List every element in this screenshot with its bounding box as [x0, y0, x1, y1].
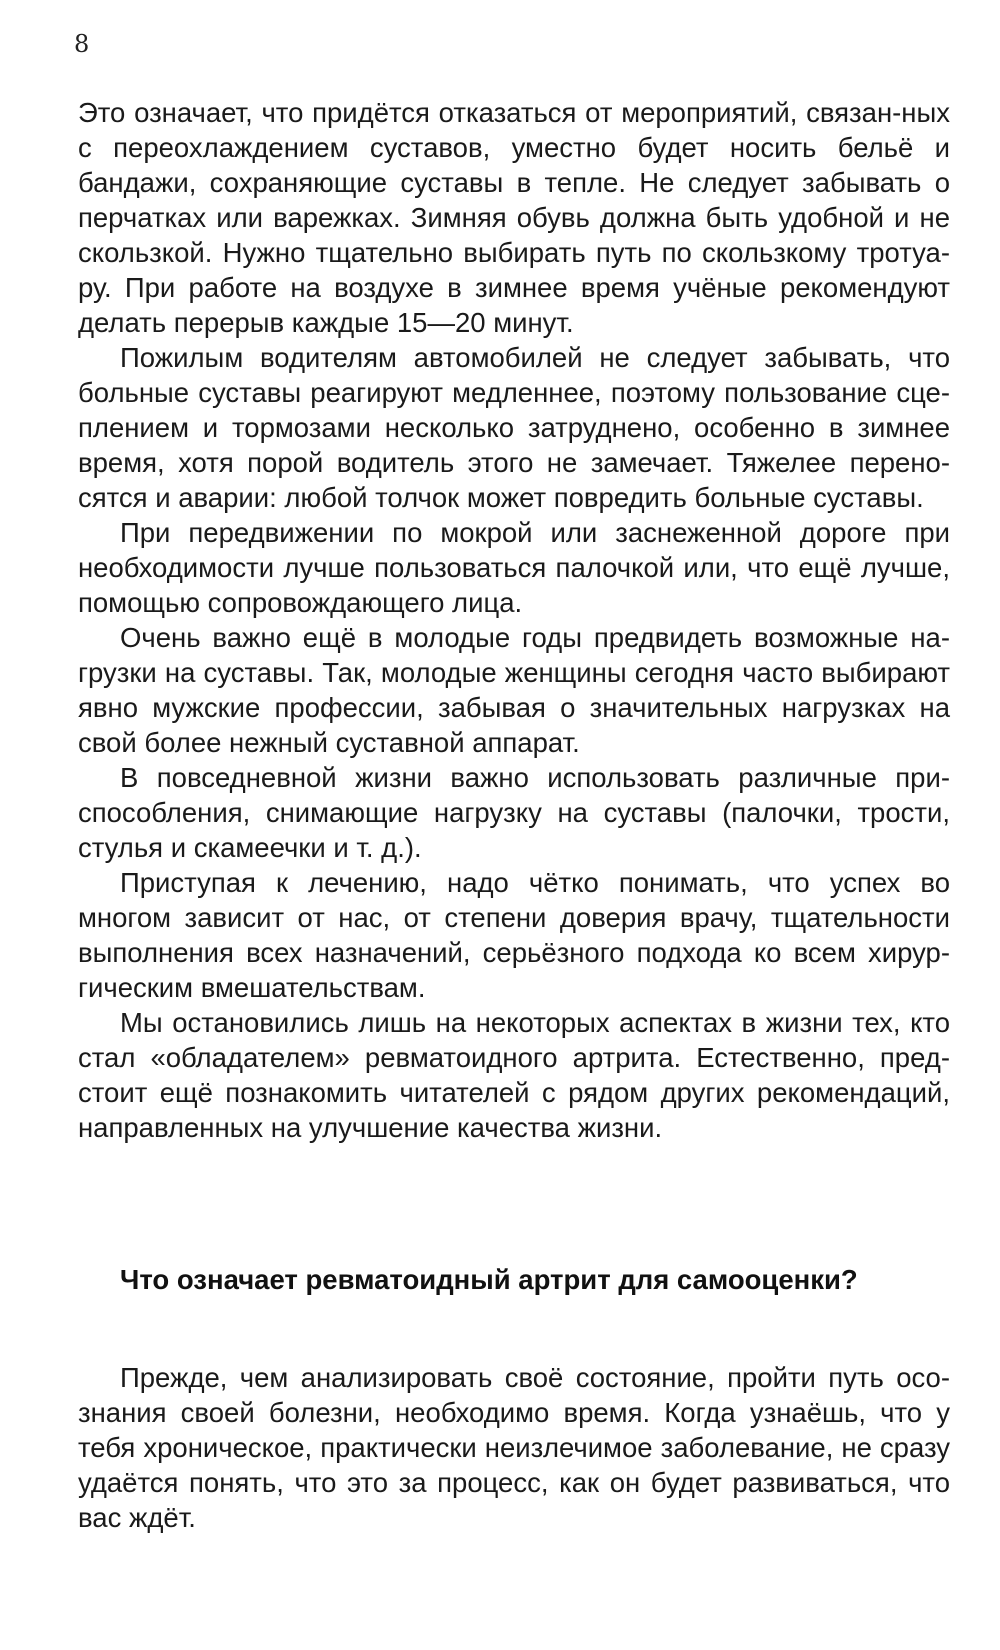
paragraph-6: Приступая к лечению, надо чётко понимать, что успех во многом зависит от нас, от степени доверия врачу, тщательности выполнения всех назначений, серьёзного подхода ко всем хирур-гическим вмешательствам. [78, 867, 950, 1003]
paragraph-2: Пожилым водителям автомобилей не следует забывать, что больные суставы реагируют медленнее, поэтому пользование сце-плением и тормозами несколько затруднено, особенно в зимнее время, хотя порой водитель этого не замечает. Тяжелее перено-сятся и аварии: любой толчок может повредить больные суставы. [78, 342, 950, 513]
main-text [78, 95, 950, 1145]
paragraph-5: В повседневной жизни важно использовать различные при-способления, снимающие нагрузку на суставы (палочки, трости, стулья и скамеечки и т. д.). [78, 762, 950, 863]
section-heading: Что означает ревматоидный артрит для самооценки? [120, 1264, 858, 1295]
paragraph-1: Это означает, что придётся отказаться от мероприятий, связан-ных с переохлаждением суставов, уместно будет носить бельё и бандажи, сохраняющие суставы в тепле. Не следует забывать о перчатках или варежках. Зимняя обувь должна быть удобной и не скользкой. Нужно тщательно выбирать путь по скользкому тротуа-ру. При работе на воздухе в зимнее время учёные рекомендуют делать перерыв каждые 15—20 минут. [78, 97, 950, 338]
page-number: 8 [74, 30, 90, 58]
section-text [78, 1360, 950, 1535]
section-paragraph-1: Прежде, чем анализировать своё состояние, пройти путь осо-знания своей болезни, необходимо время. Когда узнаёшь, что у тебя хроническое, практически неизлечимое заболевание, не сразу удаётся понять, что это за процесс, как он будет развиваться, что вас ждёт. [78, 1362, 950, 1533]
paragraph-4: Очень важно ещё в молодые годы предвидеть возможные на-грузки на суставы. Так, молодые женщины сегодня часто выбирают явно мужские профессии, забывая о значительных нагрузках на свой более нежный суставной аппарат. [78, 622, 950, 758]
paragraph-3: При передвижении по мокрой или заснеженной дороге при необходимости лучше пользоваться палочкой или, что ещё лучше, помощью сопровождающего лица. [78, 517, 950, 618]
paragraph-7: Мы остановились лишь на некоторых аспектах в жизни тех, кто стал «обладателем» ревматоидного артрита. Естественно, пред-стоит ещё познакомить читателей с рядом других рекомендаций, направленных на улучшение качества жизни. [78, 1007, 950, 1143]
